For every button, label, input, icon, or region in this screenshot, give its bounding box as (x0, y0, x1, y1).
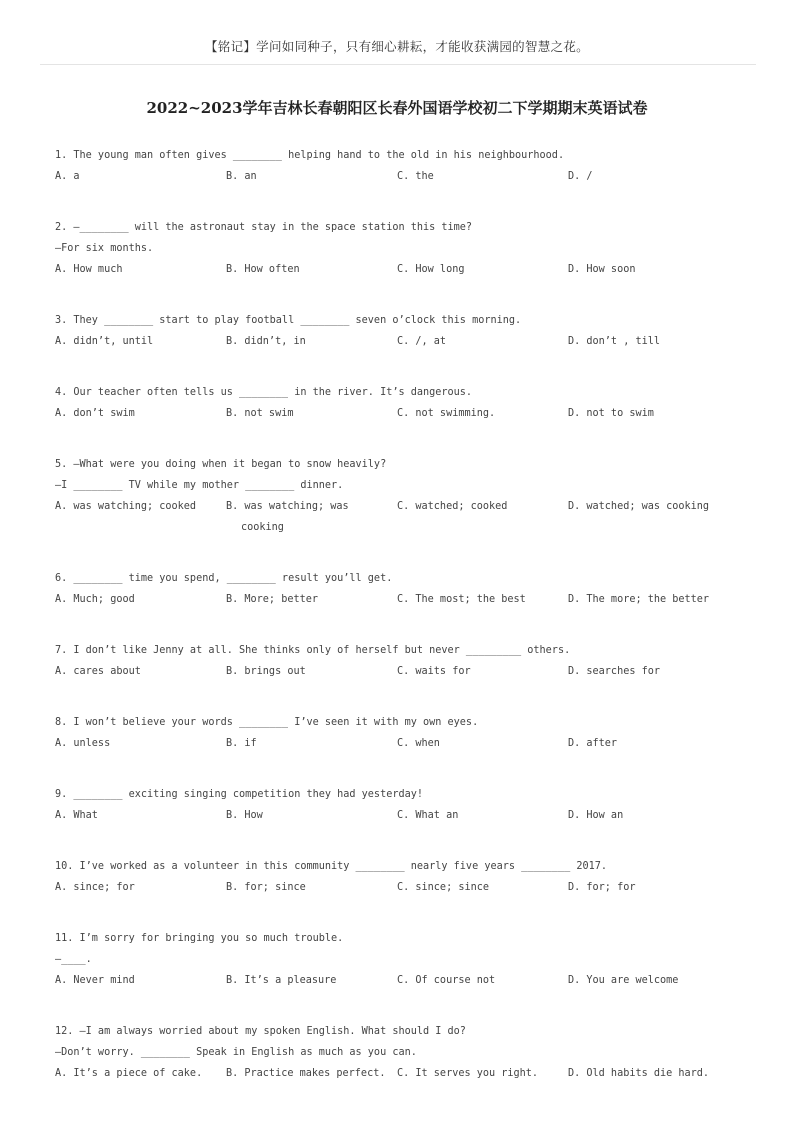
option-b[interactable]: B. Practice makes perfect. (226, 1068, 386, 1079)
option-d[interactable]: D. How soon (568, 264, 636, 275)
question-10 (55, 856, 755, 898)
option-c[interactable]: C. Of course not (397, 975, 496, 986)
page-header-motto: 【铭记】学问如同种子，只有细心耕耘，才能收获满园的智慧之花。 (204, 39, 589, 54)
option-a[interactable]: A. What (55, 810, 98, 821)
option-b[interactable]: B. How (226, 810, 263, 821)
question-stem: 1. The young man often gives ________ helping hand to the old in his neighbourhood. (55, 150, 565, 161)
option-row (55, 259, 755, 280)
option-c[interactable]: C. not swimming. (397, 408, 496, 419)
question-stem-line-2: —I ________ TV while my mother ________ dinner. (55, 480, 344, 491)
option-c[interactable]: C. since; since (397, 882, 490, 893)
question-stem: 5. —What were you doing when it began to snow heavily? (55, 459, 387, 470)
option-row (55, 661, 755, 682)
option-b[interactable]: B. didn’t, in (226, 336, 306, 347)
option-c[interactable]: C. How long (397, 264, 465, 275)
question-stem: 4. Our teacher often tells us ________ in the river. It’s dangerous. (55, 387, 473, 398)
option-d[interactable]: D. You are welcome (568, 975, 679, 986)
question-stem: 3. They ________ start to play football ________ seven o’clock this morning. (55, 315, 522, 326)
question-stem: 6. ________ time you spend, ________ result you’ll get. (55, 573, 393, 584)
option-a[interactable]: A. It’s a piece of cake. (55, 1068, 203, 1079)
question-7 (55, 640, 755, 682)
question-2 (55, 217, 755, 280)
question-6 (55, 568, 755, 610)
option-row (55, 877, 755, 898)
option-row (55, 403, 755, 424)
question-stem: 12. —I am always worried about my spoken English. What should I do? (55, 1026, 466, 1037)
option-c[interactable]: C. when (397, 738, 440, 749)
question-stem: 7. I don’t like Jenny at all. She thinks only of herself but never _________ others. (55, 645, 571, 656)
option-c[interactable]: C. It serves you right. (397, 1068, 539, 1079)
question-stem: 8. I won’t believe your words ________ I’ve seen it with my own eyes. (55, 717, 479, 728)
option-b[interactable]: B. brings out (226, 666, 306, 677)
question-stem: 10. I’ve worked as a volunteer in this community ________ nearly five years ________ 2017. (55, 861, 608, 872)
option-a[interactable]: A. was watching; cooked (55, 501, 197, 512)
option-d[interactable]: D. for; for (568, 882, 636, 893)
header-divider (40, 64, 756, 65)
option-b[interactable]: B. for; since (226, 882, 306, 893)
question-stem: 11. I’m sorry for bringing you so much trouble. (55, 933, 344, 944)
option-c[interactable]: C. The most; the best (397, 594, 526, 605)
option-d[interactable]: D. after (568, 738, 618, 749)
option-c[interactable]: C. /, at (397, 336, 447, 347)
option-b-text: B. was watching; was (226, 501, 349, 512)
question-8 (55, 712, 755, 754)
option-b[interactable]: B. not swim (226, 408, 294, 419)
option-d[interactable]: D. How an (568, 810, 624, 821)
question-5 (55, 454, 755, 538)
question-stem-line-2: —____. (55, 954, 92, 965)
option-row (55, 589, 755, 610)
option-b[interactable]: B. More; better (226, 594, 319, 605)
option-d[interactable]: D. watched; was cooking (568, 501, 710, 512)
option-d[interactable]: D. Old habits die hard. (568, 1068, 710, 1079)
question-1 (55, 145, 755, 187)
option-c[interactable]: C. the (397, 171, 434, 182)
option-a[interactable]: A. Never mind (55, 975, 135, 986)
question-stem: 9. ________ exciting singing competition they had yesterday! (55, 789, 424, 800)
option-b[interactable] (226, 496, 397, 538)
option-a[interactable]: A. How much (55, 264, 123, 275)
option-row (55, 166, 755, 187)
option-b[interactable]: B. It’s a pleasure (226, 975, 337, 986)
question-9 (55, 784, 755, 826)
option-d[interactable]: D. don’t , till (568, 336, 661, 347)
option-a[interactable]: A. cares about (55, 666, 141, 677)
question-4 (55, 382, 755, 424)
option-c[interactable]: C. watched; cooked (397, 501, 508, 512)
page-title: 2022~2023学年吉林长春朝阳区长春外国语学校初二下学期期末英语试卷 (146, 99, 648, 117)
option-row (55, 331, 755, 352)
option-row (55, 1063, 755, 1084)
question-stem-line-2: —For six months. (55, 243, 154, 254)
option-c[interactable]: C. waits for (397, 666, 471, 677)
option-a[interactable]: A. Much; good (55, 594, 135, 605)
option-a[interactable]: A. unless (55, 738, 111, 749)
option-c[interactable]: C. What an (397, 810, 459, 821)
option-a[interactable]: A. don’t swim (55, 408, 135, 419)
option-a[interactable]: A. didn’t, until (55, 336, 154, 347)
option-b[interactable]: B. if (226, 738, 257, 749)
option-row (55, 496, 755, 538)
option-b-continuation: cooking (241, 522, 284, 533)
option-d[interactable]: D. not to swim (568, 408, 654, 419)
question-11 (55, 928, 755, 991)
question-stem-line-2: —Don’t worry. ________ Speak in English as much as you can. (55, 1047, 417, 1058)
option-a[interactable]: A. a (55, 171, 80, 182)
question-3 (55, 310, 755, 352)
question-12 (55, 1021, 755, 1084)
option-b[interactable]: B. How often (226, 264, 300, 275)
option-a[interactable]: A. since; for (55, 882, 135, 893)
question-list (55, 145, 755, 1114)
option-d[interactable]: D. / (568, 171, 593, 182)
option-d[interactable]: D. searches for (568, 666, 661, 677)
option-row (55, 970, 755, 991)
option-b[interactable]: B. an (226, 171, 257, 182)
option-row (55, 733, 755, 754)
question-stem: 2. —________ will the astronaut stay in the space station this time? (55, 222, 473, 233)
option-row (55, 805, 755, 826)
option-d[interactable]: D. The more; the better (568, 594, 710, 605)
